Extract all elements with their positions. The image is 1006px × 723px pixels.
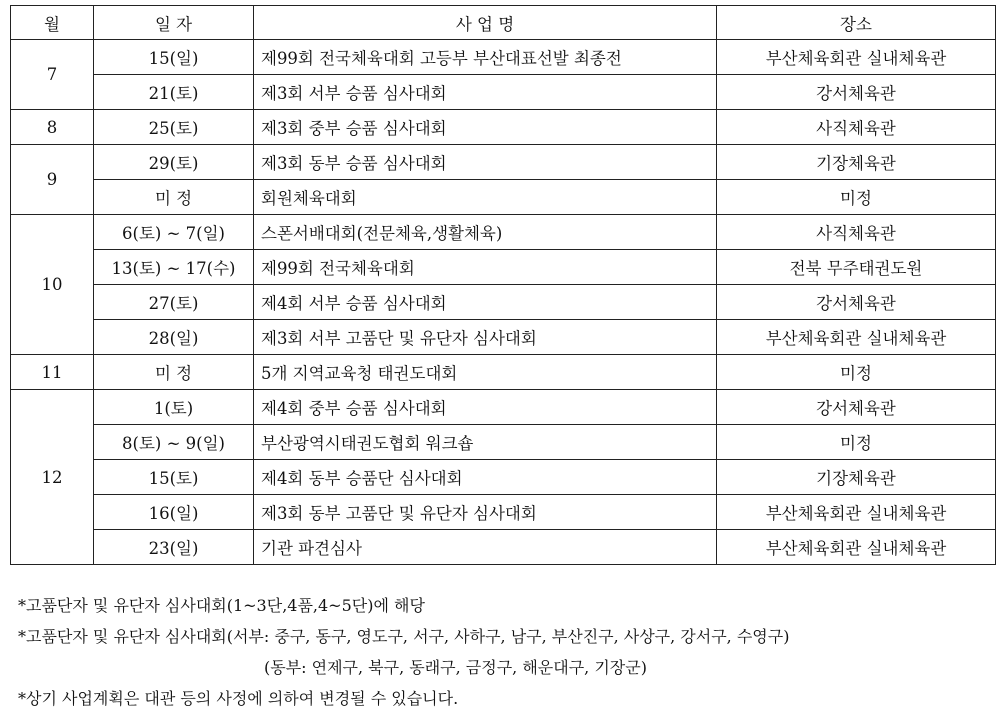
header-event: 사 업 명 [254, 6, 717, 40]
place-cell: 미정 [717, 425, 996, 460]
month-cell: 12 [11, 390, 94, 565]
place-cell: 강서체육관 [717, 75, 996, 110]
table-row [11, 530, 996, 565]
schedule-body [11, 40, 996, 565]
event-cell: 기관 파견심사 [254, 530, 717, 565]
table-row [11, 145, 996, 180]
date-cell: 23(일) [94, 530, 254, 565]
event-cell: 제99회 전국체육대회 [254, 250, 717, 285]
month-cell: 8 [11, 110, 94, 145]
date-cell: 27(토) [94, 285, 254, 320]
event-cell: 제3회 동부 승품 심사대회 [254, 145, 717, 180]
header-place: 장소 [717, 6, 996, 40]
event-cell: 회원체육대회 [254, 180, 717, 215]
place-cell: 부산체육회관 실내체육관 [717, 320, 996, 355]
date-cell: 29(토) [94, 145, 254, 180]
date-cell: 16(일) [94, 495, 254, 530]
table-row [11, 495, 996, 530]
month-cell: 9 [11, 145, 94, 215]
place-cell: 미정 [717, 180, 996, 215]
table-row [11, 250, 996, 285]
date-cell: 6(토) ~ 7(일) [94, 215, 254, 250]
place-cell: 부산체육회관 실내체육관 [717, 495, 996, 530]
table-row [11, 75, 996, 110]
table-row [11, 320, 996, 355]
place-cell: 전북 무주태권도원 [717, 250, 996, 285]
date-cell: 15(일) [94, 40, 254, 75]
table-row [11, 215, 996, 250]
date-cell: 13(토) ~ 17(수) [94, 250, 254, 285]
event-cell: 제4회 중부 승품 심사대회 [254, 390, 717, 425]
event-cell: 부산광역시태권도협회 워크숍 [254, 425, 717, 460]
header-month: 월 [11, 6, 94, 40]
date-cell: 15(토) [94, 460, 254, 495]
event-cell: 5개 지역교육청 태권도대회 [254, 355, 717, 390]
date-cell: 25(토) [94, 110, 254, 145]
month-cell: 10 [11, 215, 94, 355]
table-row [11, 110, 996, 145]
place-cell: 미정 [717, 355, 996, 390]
place-cell: 부산체육회관 실내체육관 [717, 40, 996, 75]
table-row [11, 390, 996, 425]
event-cell: 스폰서배대회(전문체육,생활체육) [254, 215, 717, 250]
schedule-table [10, 5, 996, 565]
table-row [11, 355, 996, 390]
note-west-districts: *고품단자 및 유단자 심사대회(서부: 중구, 동구, 영도구, 서구, 사하구, 남구, 부산진구, 사상구, 강서구, 수영구) [18, 627, 790, 646]
date-cell: 28(일) [94, 320, 254, 355]
event-cell: 제99회 전국체육대회 고등부 부산대표선발 최종전 [254, 40, 717, 75]
event-cell: 제3회 서부 승품 심사대회 [254, 75, 717, 110]
note-schedule-change: *상기 사업계획은 대관 등의 사정에 의하여 변경될 수 있습니다. [18, 689, 459, 708]
date-cell: 미 정 [94, 180, 254, 215]
event-cell: 제4회 동부 승품단 심사대회 [254, 460, 717, 495]
notes-section [18, 590, 789, 714]
table-row [11, 285, 996, 320]
date-cell: 21(토) [94, 75, 254, 110]
place-cell: 기장체육관 [717, 460, 996, 495]
place-cell: 강서체육관 [717, 285, 996, 320]
table-row [11, 425, 996, 460]
table-row [11, 460, 996, 495]
place-cell: 부산체육회관 실내체육관 [717, 530, 996, 565]
table-row [11, 180, 996, 215]
place-cell: 사직체육관 [717, 110, 996, 145]
event-cell: 제3회 중부 승품 심사대회 [254, 110, 717, 145]
place-cell: 기장체육관 [717, 145, 996, 180]
table-row [11, 40, 996, 75]
month-cell: 11 [11, 355, 94, 390]
event-cell: 제3회 서부 고품단 및 유단자 심사대회 [254, 320, 717, 355]
date-cell: 미 정 [94, 355, 254, 390]
note-level-range: *고품단자 및 유단자 심사대회(1~3단,4품,4~5단)에 해당 [18, 596, 425, 615]
table-header-row [11, 6, 996, 40]
place-cell: 강서체육관 [717, 390, 996, 425]
event-cell: 제4회 서부 승품 심사대회 [254, 285, 717, 320]
date-cell: 8(토) ~ 9(일) [94, 425, 254, 460]
date-cell: 1(토) [94, 390, 254, 425]
header-date: 일 자 [94, 6, 254, 40]
month-cell: 7 [11, 40, 94, 110]
place-cell: 사직체육관 [717, 215, 996, 250]
note-east-districts: (동부: 연제구, 북구, 동래구, 금정구, 해운대구, 기장군) [264, 658, 647, 677]
event-cell: 제3회 동부 고품단 및 유단자 심사대회 [254, 495, 717, 530]
